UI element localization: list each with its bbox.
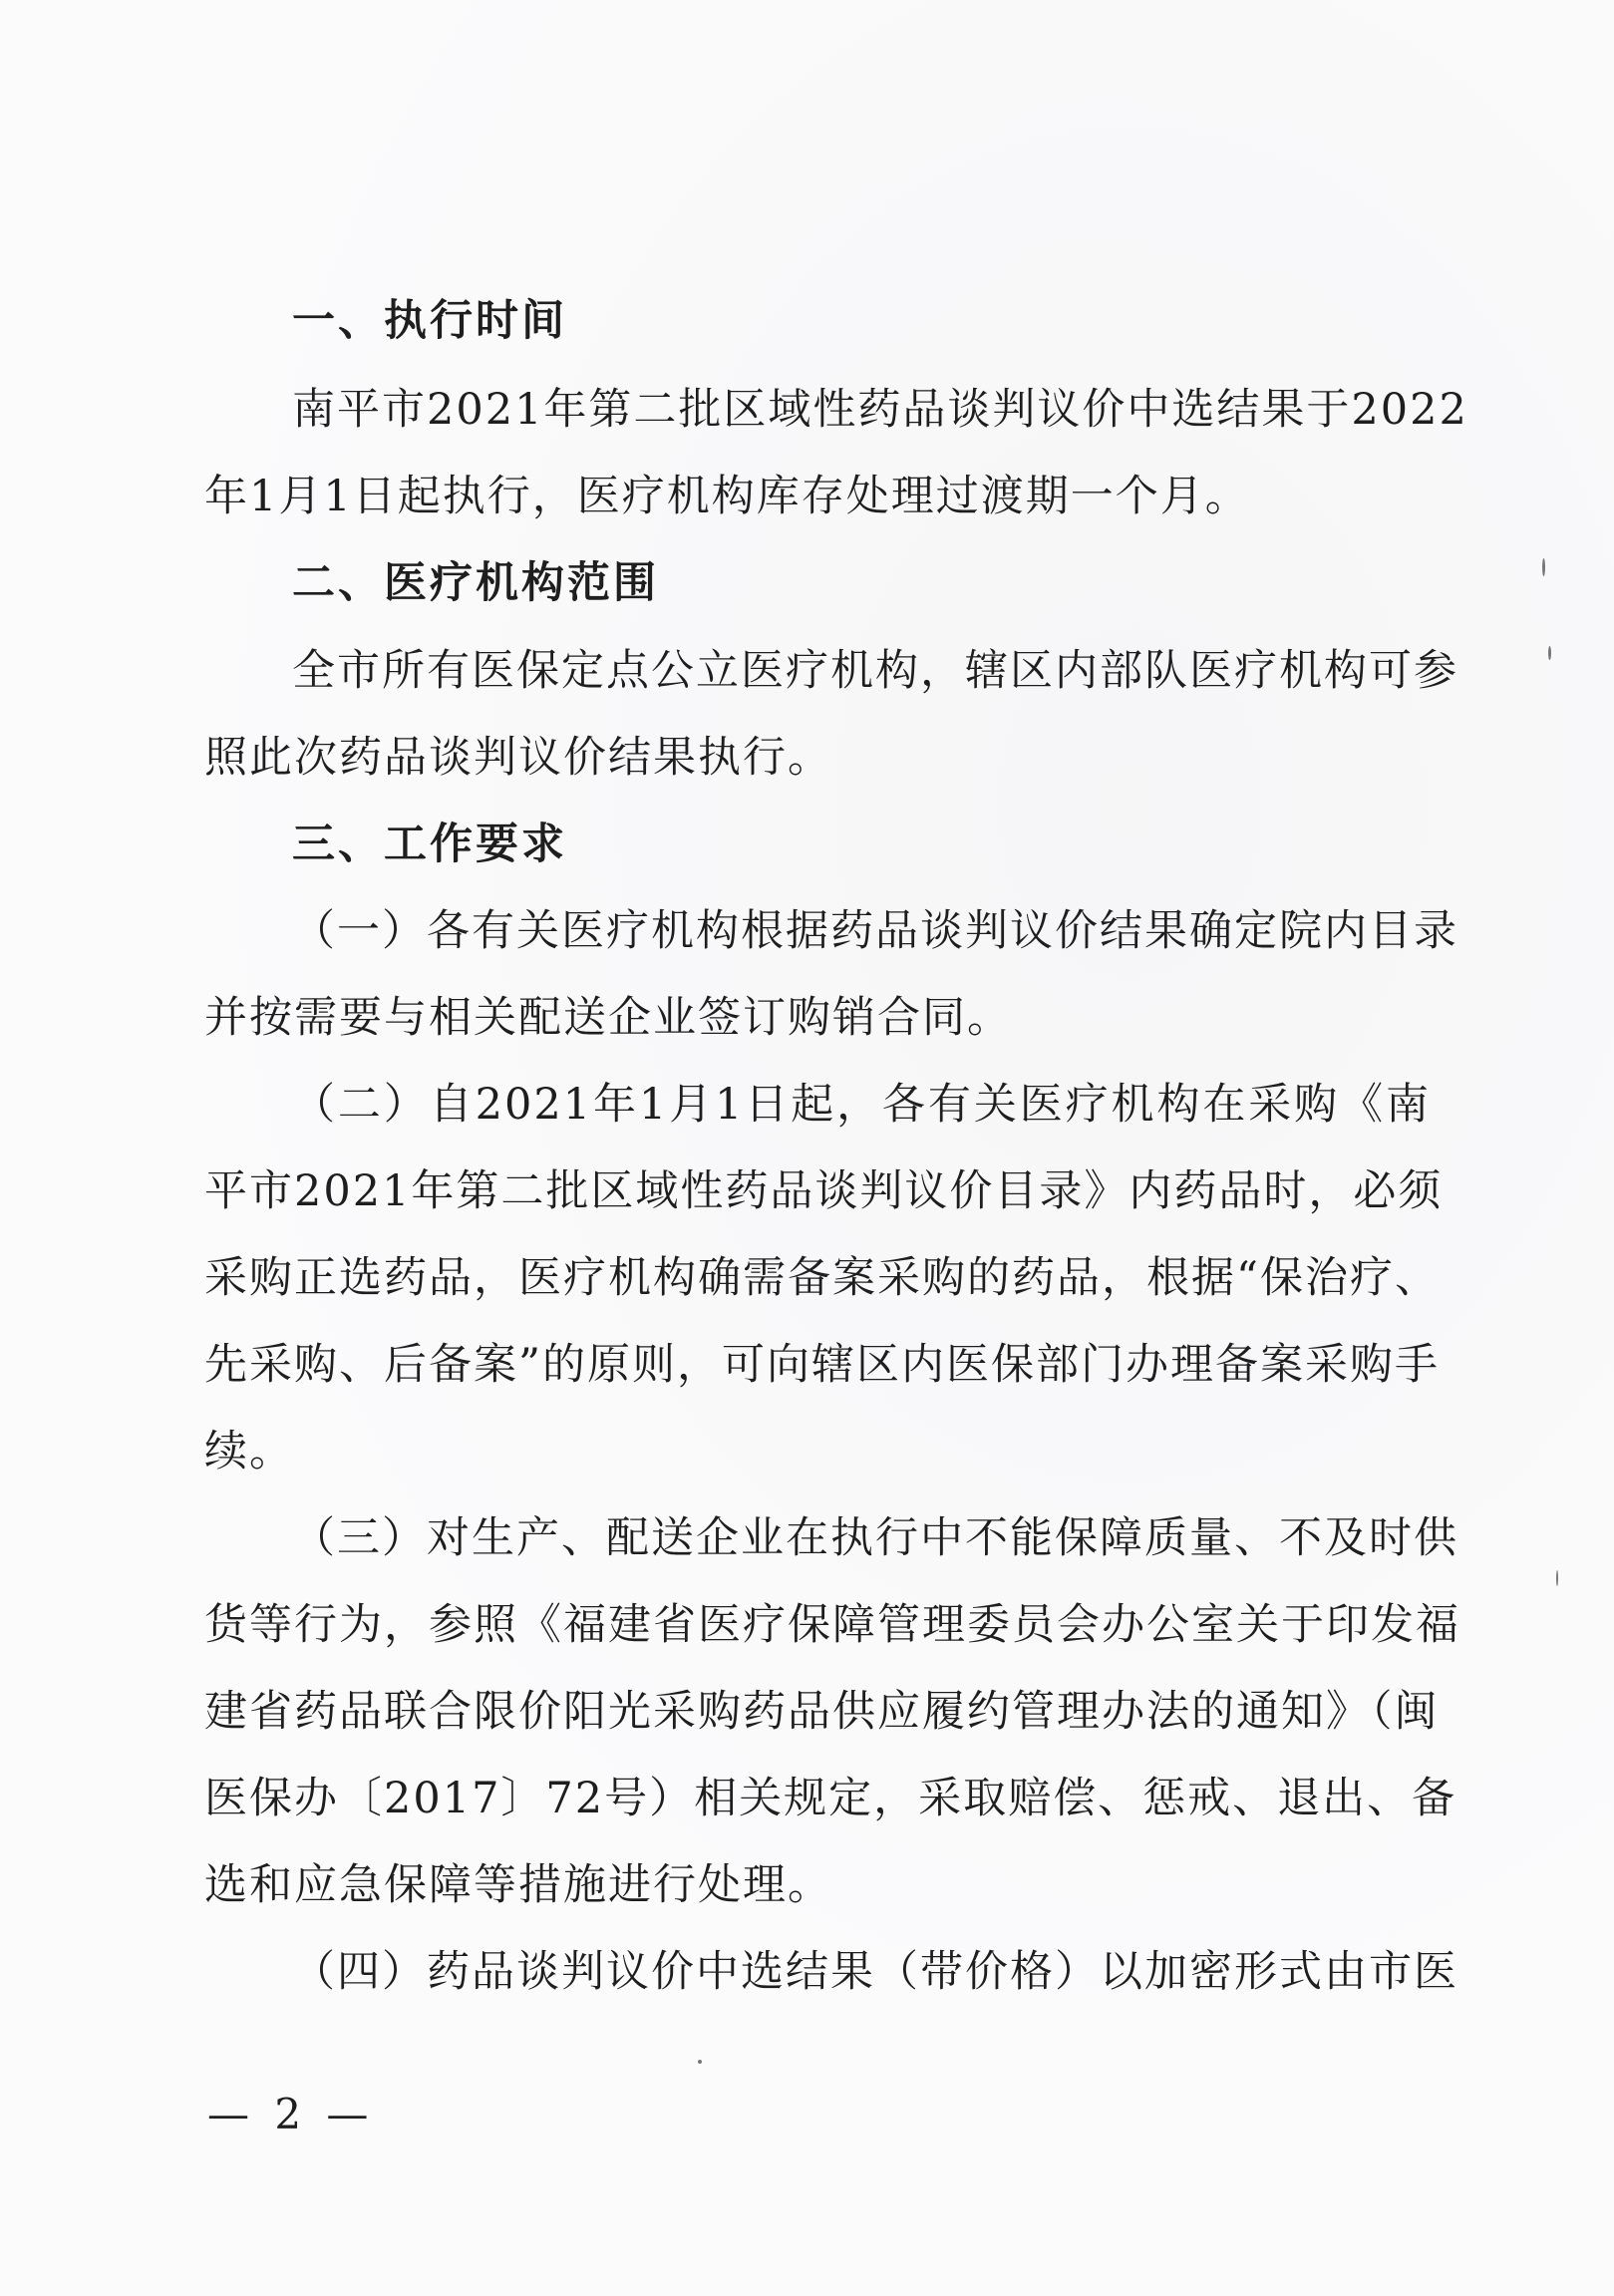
paragraph-line: 并按需要与相关配送企业签订购销合同。 xyxy=(204,993,1012,1043)
scan-mark xyxy=(1556,1570,1558,1586)
paragraph-line: 选和应急保障等措施进行处理。 xyxy=(204,1860,832,1910)
section-heading-institution-scope: 二、医疗机构范围 xyxy=(292,558,659,608)
scan-mark xyxy=(1548,646,1551,660)
paragraph-line: 年1月1日起执行，医疗机构库存处理过渡期一个月。 xyxy=(204,472,1250,521)
paragraph-line: 采购正选药品，医疗机构确需备案采购的药品，根据“保治疗、 xyxy=(204,1253,1440,1303)
paragraph-line: 货等行为，参照《福建省医疗保障管理委员会办公室关于印发福 xyxy=(204,1600,1460,1650)
paragraph-line: （二）自2021年1月1日起，各有关医疗机构在采购《南 xyxy=(292,1080,1431,1130)
section-heading-work-requirements: 三、工作要求 xyxy=(292,820,567,869)
paragraph-line: 全市所有医保定点公立医疗机构，辖区内部队医疗机构可参 xyxy=(292,646,1458,696)
paragraph-line: 建省药品联合限价阳光采购药品供应履约管理办法的通知》（闽 xyxy=(204,1687,1440,1737)
paragraph-line: 照此次药品谈判议价结果执行。 xyxy=(204,733,832,783)
paragraph-line: （四）药品谈判议价中选结果（带价格）以加密形式由市医 xyxy=(292,1947,1458,1997)
paragraph-line: 先采购、后备案”的原则，可向辖区内医保部门办理备案采购手 xyxy=(204,1340,1440,1390)
section-heading-execution-time: 一、执行时间 xyxy=(292,296,567,346)
paragraph-line: （三）对生产、配送企业在执行中不能保障质量、不及时供 xyxy=(292,1513,1458,1563)
paragraph-line: （一）各有关医疗机构根据药品谈判议价结果确定院内目录 xyxy=(292,906,1458,956)
paragraph-line: 续。 xyxy=(204,1427,294,1476)
scan-mark xyxy=(698,2060,702,2064)
paragraph-line: 平市2021年第二批区域性药品谈判议价目录》内药品时，必须 xyxy=(204,1166,1444,1216)
page-number: — 2 — xyxy=(207,2090,375,2138)
paragraph-line: 医保办〔2017〕72号）相关规定，采取赔偿、惩戒、退出、备 xyxy=(204,1774,1457,1823)
scan-mark xyxy=(1542,558,1545,576)
paragraph-line: 南平市2021年第二批区域性药品谈判议价中选结果于2022 xyxy=(292,385,1468,435)
